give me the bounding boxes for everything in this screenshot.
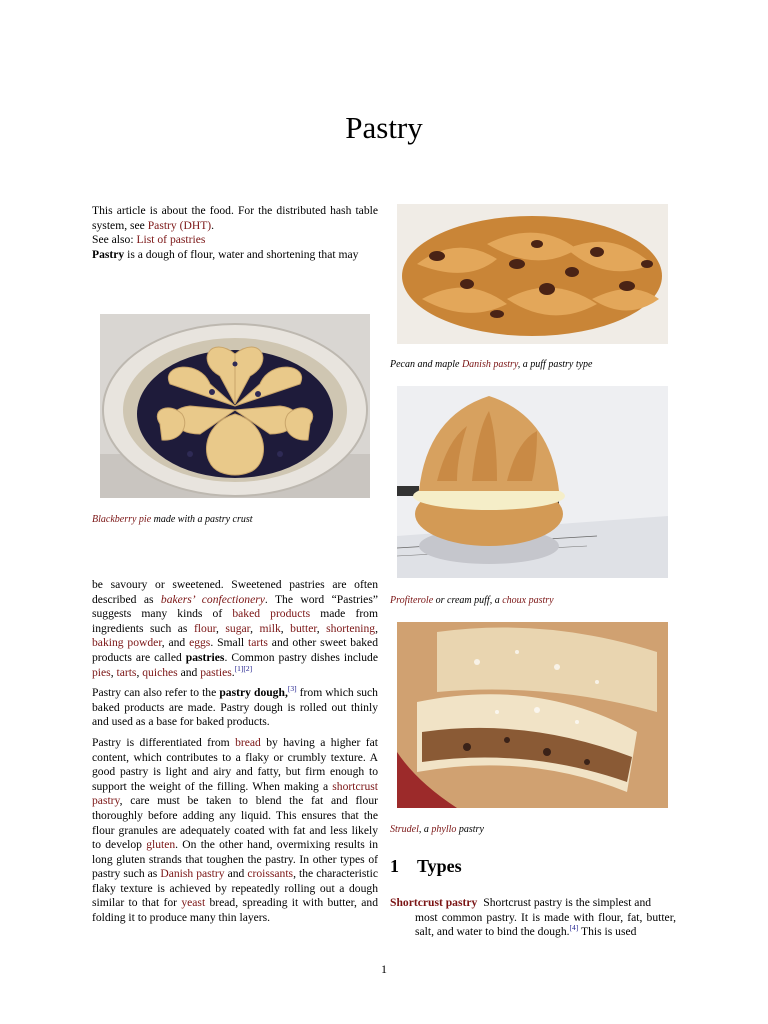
inline-link[interactable]: flour (193, 621, 217, 635)
text-run: . The word “Pastries” suggests many kinds of (92, 592, 378, 621)
inline-link[interactable]: tarts (116, 665, 137, 679)
inline-link[interactable]: eggs (189, 636, 211, 650)
inline-link[interactable]: butter (290, 621, 317, 635)
text-run: , and (161, 636, 190, 650)
paragraph-1 (92, 578, 378, 680)
hatnote-end: . (211, 218, 215, 232)
danish-pastry-image (397, 204, 668, 344)
text-run: , the characteristic flaky texture is achieved by repeatedly rolling out a dough similar to that for (92, 867, 378, 910)
inline-link[interactable]: shortening (326, 621, 376, 635)
text-run: , a puff pastry type (517, 359, 593, 370)
hatnote (92, 204, 378, 233)
shortcrust-continuation (390, 911, 676, 940)
text-run: , (375, 621, 379, 635)
text-run: . Common pastry dishes include (224, 650, 378, 664)
text-run: Pastry can also refer to the (92, 686, 220, 700)
text-run: made from ingredients such as (92, 607, 378, 635)
blackberry-pie-image (100, 314, 370, 498)
inline-link[interactable]: Danish pastry (160, 867, 225, 881)
text-run: , (216, 621, 226, 635)
paragraph-3 (92, 736, 378, 926)
text-run: , (136, 665, 143, 679)
inline-link[interactable]: yeast (181, 896, 206, 910)
text-run: , a (418, 824, 432, 835)
inline-link[interactable]: pasties (200, 665, 232, 679)
inline-link[interactable]: Danish pastry (461, 359, 518, 370)
text-run: and (177, 665, 201, 679)
danish-caption (390, 358, 680, 371)
inline-link[interactable]: choux pastry (502, 595, 554, 606)
text-run: , care must be taken to blend the fat and flour thoroughly before adding any liquid. This ensures that the flour granules are adequately coated with fat and less likely to develop (92, 794, 378, 852)
strudel-image (397, 622, 668, 808)
inline-link[interactable]: Profiterole (390, 595, 434, 606)
inline-link[interactable]: Strudel (390, 824, 419, 835)
text-run: from which such baked products are made. Pastry dough is rolled out thinly and used as a base for baked products. (92, 686, 378, 729)
text-run: , (280, 621, 291, 635)
page-number: 1 (381, 962, 387, 976)
text-run: , (316, 621, 327, 635)
text-run: and other sweet baked products are called (92, 636, 378, 664)
body-text (92, 578, 378, 932)
inline-link[interactable]: bread (235, 735, 261, 749)
section-heading-types (390, 856, 462, 877)
profiterole-image (397, 386, 668, 578)
lead-text: is a dough of flour, water and shortening that may (124, 247, 359, 261)
text-run: bread, spreading it with butter, and folding it to produce many thin layers. (92, 896, 378, 925)
text-run: Pecan and maple (390, 359, 462, 370)
lead-paragraph (92, 248, 378, 263)
intro-block (92, 204, 378, 262)
bold-term: pastries (185, 650, 225, 664)
inline-link[interactable]: tarts (247, 636, 268, 650)
inline-link[interactable]: phyllo (431, 824, 457, 835)
strudel-caption (390, 823, 680, 836)
pastry-dht-link[interactable]: Pastry (DHT) (147, 218, 212, 232)
text-run: pastry (456, 824, 484, 835)
shortcrust-text-1: Shortcrust pastry is the simplest and (483, 896, 652, 909)
inline-link[interactable]: croissants (247, 867, 294, 881)
shortcrust-text-2: most common pastry. It is made with flour, fat, butter, salt, and water to bind the dough. (415, 910, 676, 939)
list-of-pastries-link[interactable]: List of pastries (136, 233, 206, 247)
inline-link[interactable]: pies (92, 665, 111, 679)
inline-link[interactable]: shortcrust pastry (92, 779, 378, 808)
text-run: . On the other hand, overmixing results in long gluten strands that toughen the pastry. In other types of pastry such as (92, 838, 378, 881)
text-run: , (110, 665, 117, 679)
inline-link[interactable]: sugar (225, 621, 251, 635)
bold-term: , (284, 686, 288, 700)
inline-link[interactable]: gluten (146, 838, 176, 852)
inline-link[interactable]: Blackberry pie (92, 514, 152, 525)
inline-link[interactable]: bakers’ confectionery (160, 592, 265, 606)
text-run: . (231, 665, 235, 679)
text-run: Pastry is differentiated from (92, 735, 236, 749)
shortcrust-entry (390, 896, 676, 940)
see-also-label: See also: (92, 233, 134, 247)
citation-ref[interactable]: [3] (287, 684, 297, 694)
inline-link[interactable]: milk (259, 621, 281, 635)
inline-link[interactable]: baked products (232, 607, 311, 621)
section-number: 1 (390, 856, 399, 876)
shortcrust-text-3: This is used (578, 925, 637, 939)
text-run: , (250, 621, 260, 635)
inline-link[interactable]: quiches (142, 665, 178, 679)
profiterole-caption (390, 594, 680, 607)
citation-ref[interactable]: [1][2] (234, 663, 253, 673)
page-title: Pastry (345, 110, 423, 145)
shortcrust-term-link[interactable]: Shortcrust pastry (390, 896, 478, 909)
see-also (92, 233, 378, 248)
paragraph-2 (92, 686, 378, 730)
inline-link[interactable]: baking powder (92, 636, 162, 650)
lead-bold-term: Pastry (92, 247, 125, 261)
bold-term: pastry dough (219, 686, 285, 700)
text-run: made with a pastry crust (151, 514, 253, 525)
text-run: and (224, 867, 248, 881)
hatnote-text: This article is about the food. For the distributed hash table system, see (92, 204, 378, 232)
text-run: . Small (210, 636, 248, 650)
text-run: or cream puff, a (433, 595, 503, 606)
text-run: by having a higher fat content, which contributes to a flaky or crumbly texture. A good pastry is light and airy and fatty, but firm enough to support the weight of the filling. When making a (92, 735, 378, 793)
section-title: Types (417, 856, 462, 876)
ref-4[interactable]: [4] (569, 923, 579, 933)
text-run: be savoury or sweetened. Sweetened pastries are often described as (92, 578, 378, 606)
blackberry-caption (92, 513, 382, 526)
